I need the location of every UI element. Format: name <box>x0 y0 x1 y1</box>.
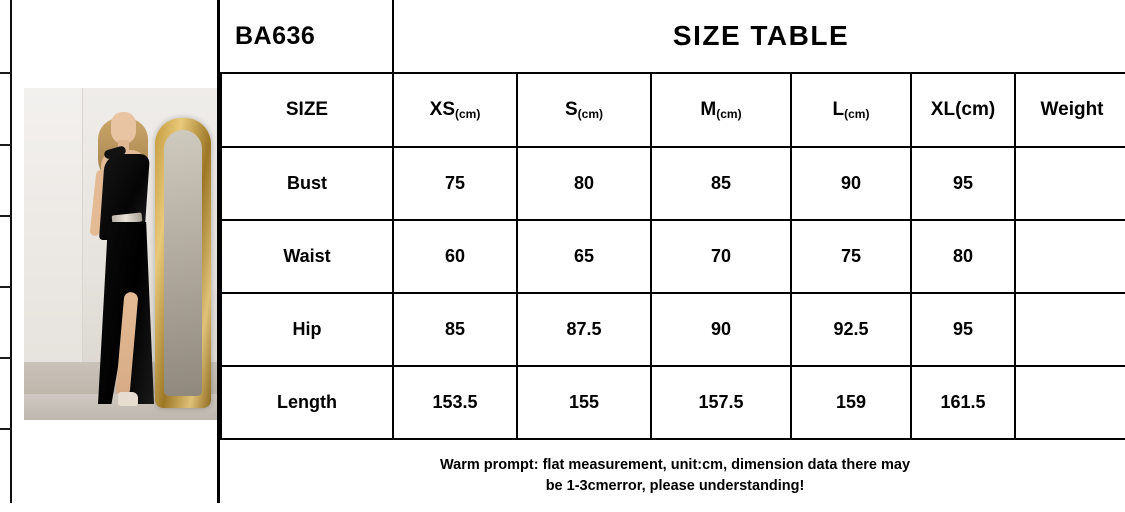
warm-prompt-line-1: Warm prompt: flat measurement, unit:cm, dimension data there may <box>440 456 911 473</box>
cell-bust-l: 90 <box>791 147 911 220</box>
left-edge-strip <box>0 0 12 503</box>
cell-hip-m: 90 <box>651 293 791 366</box>
table-header-row <box>221 0 1125 73</box>
model-shoe <box>118 392 138 406</box>
cell-length-m: 157.5 <box>651 366 791 439</box>
size-table-container <box>217 0 1125 503</box>
table-row <box>221 220 1125 293</box>
col-header-xs: XS(cm) <box>393 73 517 147</box>
cell-bust-xl: 95 <box>911 147 1015 220</box>
warm-prompt-row <box>221 439 1125 512</box>
table-row <box>221 366 1125 439</box>
col-header-weight: Weight <box>1015 73 1125 147</box>
table-title: SIZE TABLE <box>393 0 1125 73</box>
cell-waist-s: 65 <box>517 220 651 293</box>
cell-length-l: 159 <box>791 366 911 439</box>
col-header-l: L(cm) <box>791 73 911 147</box>
row-label-bust: Bust <box>221 147 393 220</box>
cell-length-weight <box>1015 366 1125 439</box>
cell-hip-xl: 95 <box>911 293 1015 366</box>
table-row <box>221 147 1125 220</box>
product-photo-pane <box>14 0 217 503</box>
cell-waist-xl: 80 <box>911 220 1015 293</box>
row-label-hip: Hip <box>221 293 393 366</box>
cell-bust-m: 85 <box>651 147 791 220</box>
col-header-m: M(cm) <box>651 73 791 147</box>
cell-bust-xs: 75 <box>393 147 517 220</box>
cell-waist-m: 70 <box>651 220 791 293</box>
cell-length-s: 155 <box>517 366 651 439</box>
column-header-row <box>221 73 1125 147</box>
warm-prompt-line-2: be 1-3cmerror, please understanding! <box>545 478 805 494</box>
cell-length-xs: 153.5 <box>393 366 517 439</box>
table-row <box>221 293 1125 366</box>
row-label-waist: Waist <box>221 220 393 293</box>
warm-prompt <box>221 439 1125 512</box>
product-code: BA636 <box>221 0 393 73</box>
cell-waist-xs: 60 <box>393 220 517 293</box>
cell-hip-weight <box>1015 293 1125 366</box>
product-photo <box>24 88 217 420</box>
cell-bust-s: 80 <box>517 147 651 220</box>
size-table <box>220 0 1125 512</box>
col-header-size: SIZE <box>221 73 393 147</box>
cell-length-xl: 161.5 <box>911 366 1015 439</box>
cell-hip-s: 87.5 <box>517 293 651 366</box>
cell-hip-l: 92.5 <box>791 293 911 366</box>
row-label-length: Length <box>221 366 393 439</box>
col-header-s: S(cm) <box>517 73 651 147</box>
col-header-xl: XL(cm) <box>911 73 1015 147</box>
cell-waist-weight <box>1015 220 1125 293</box>
cell-waist-l: 75 <box>791 220 911 293</box>
cell-hip-xs: 85 <box>393 293 517 366</box>
model-figure <box>76 96 172 420</box>
cell-bust-weight <box>1015 147 1125 220</box>
